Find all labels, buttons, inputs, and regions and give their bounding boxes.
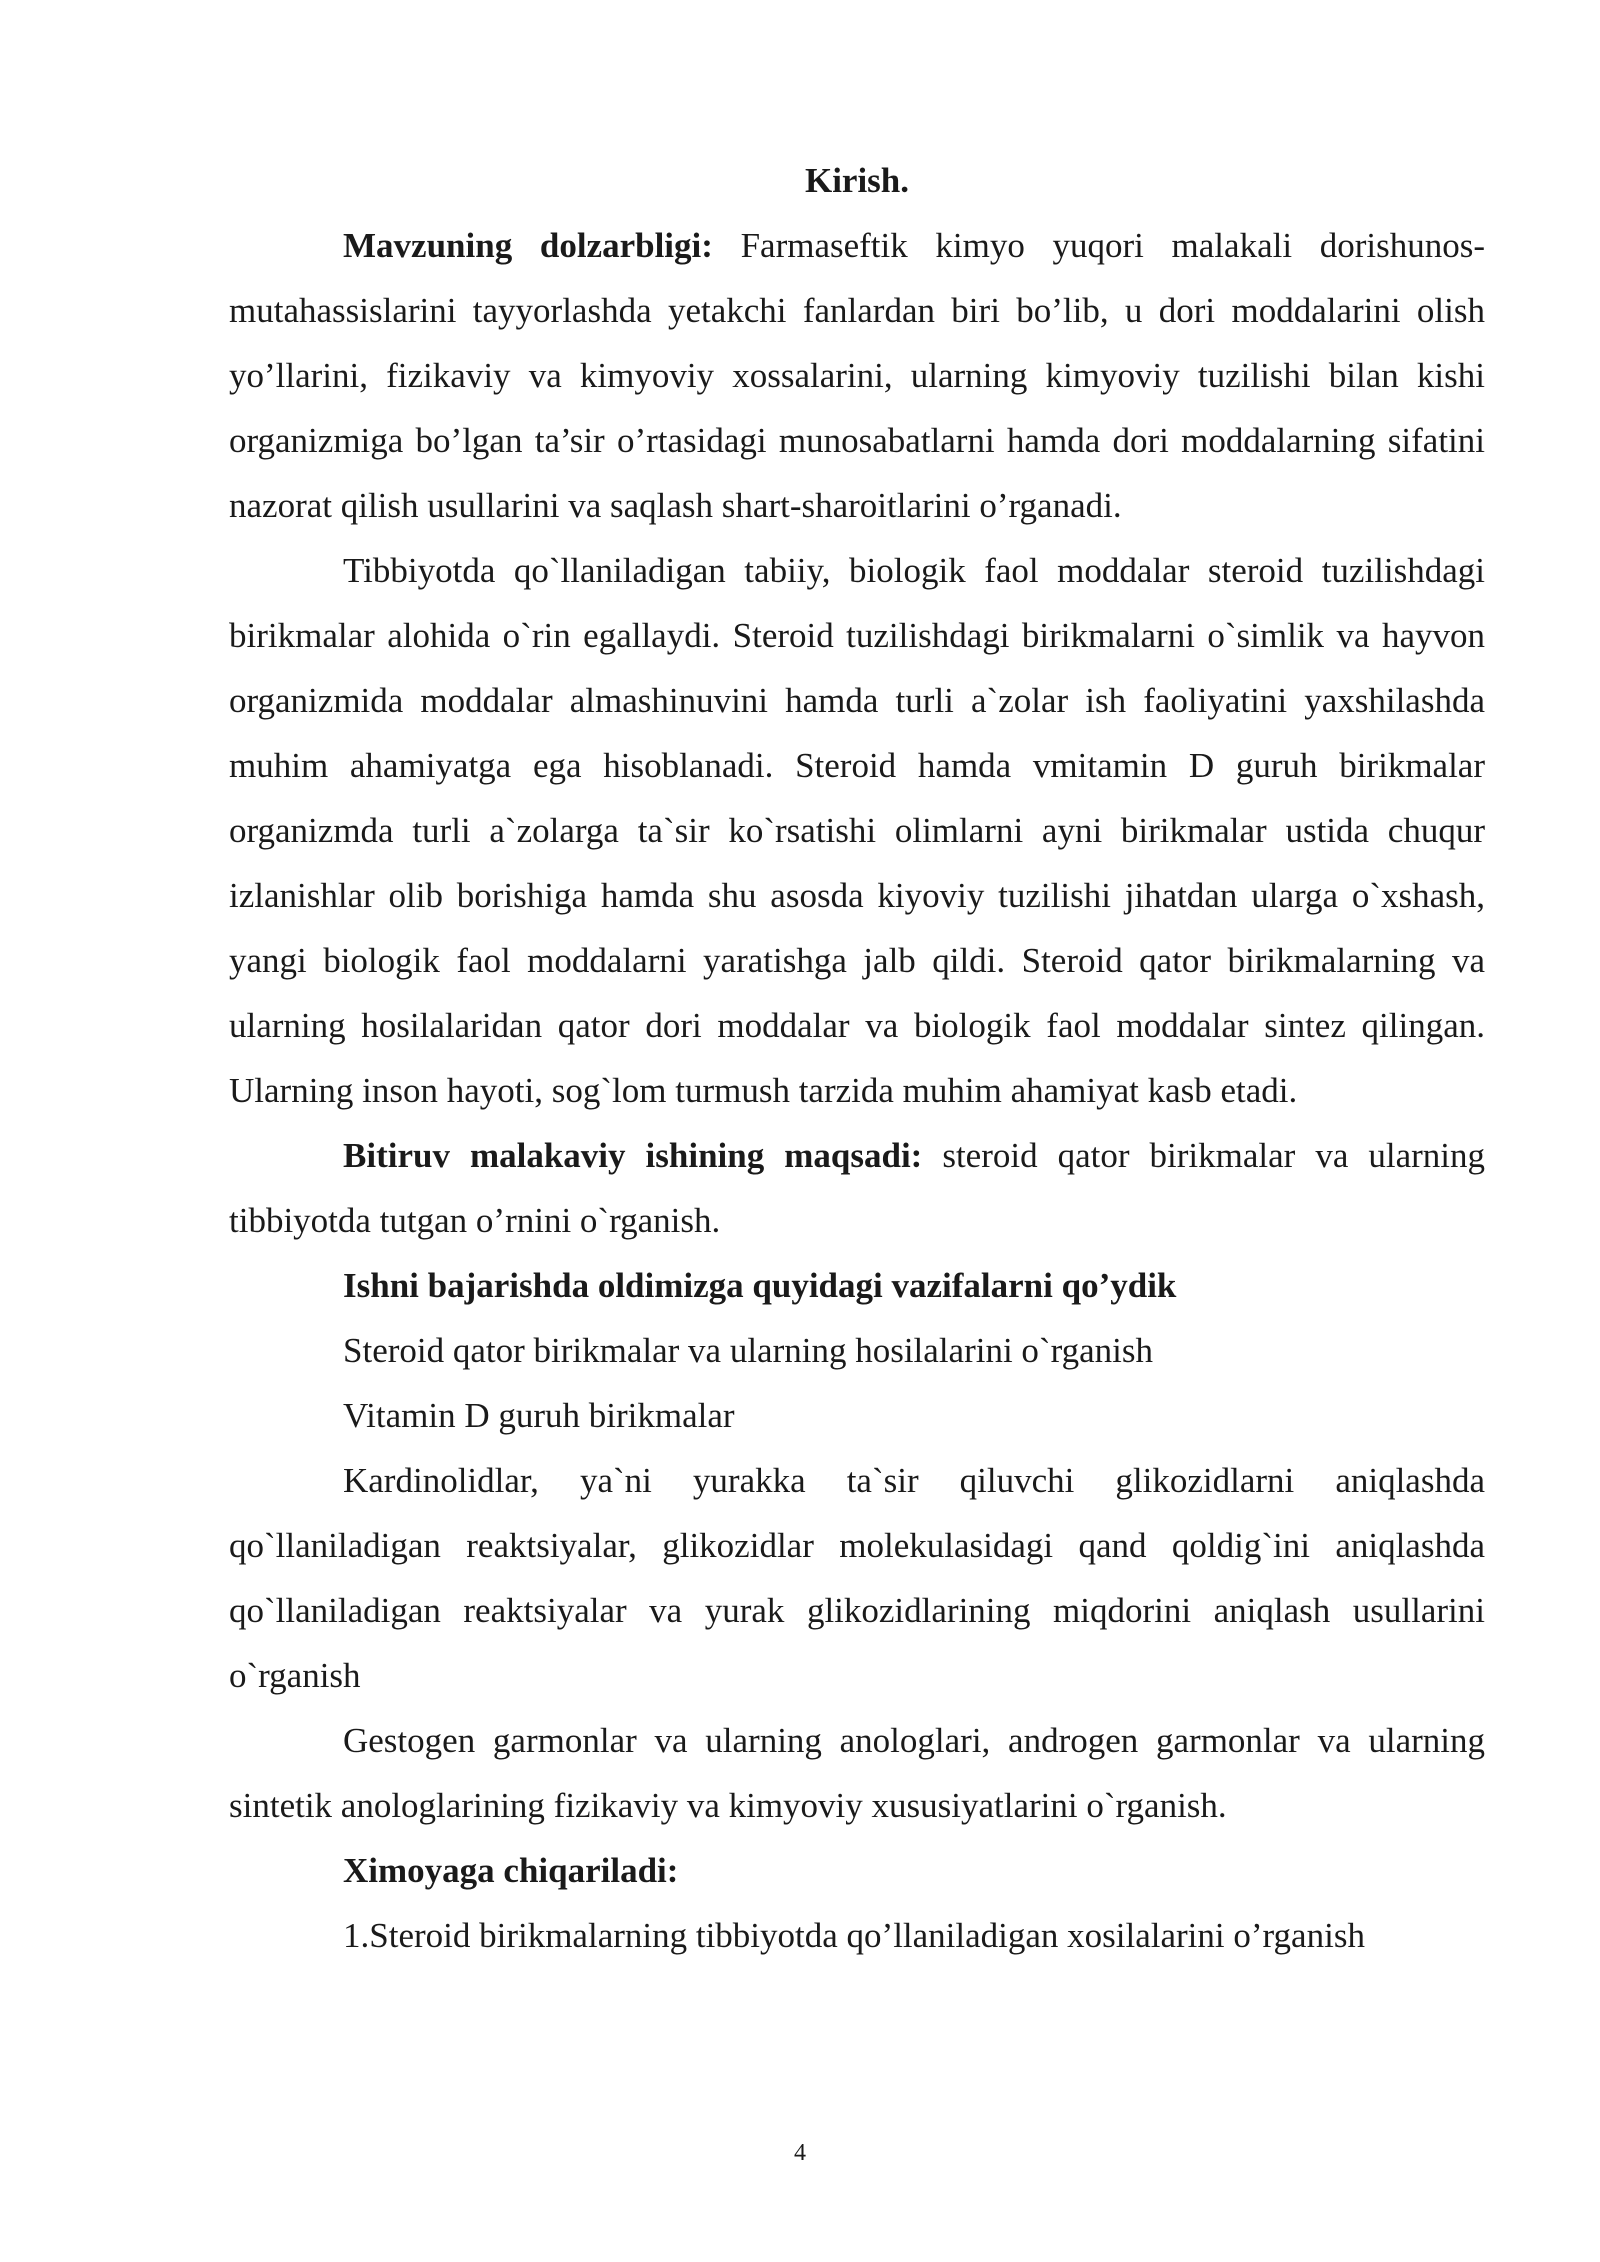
goal-label: Bitiruv malakaviy ishining maqsadi: [343,1136,923,1175]
task-item: Steroid qator birikmalar va ularning hosilalarini o`rganish [343,1331,1153,1370]
relevance-label: Mavzuning dolzarbligi: [343,226,713,265]
goal-text: steroid qator birikmalar va ularning tibbiyotda tutgan o’rnini o`rganish. [229,1136,1485,1240]
paragraph-cardenolides: Kardinolidlar, ya`ni yurakka ta`sir qiluvchi glikozidlarni aniqlashda qo`llaniladigan reaktsiyalar, glikozidlar molekulasidagi qand qoldig`ini aniqlashda qo`llaniladigan reaktsiyalar va yurak glikozidlarining miqdorini aniqlash usullarini o`rganish [229,1461,1485,1695]
section-title: Kirish. [804,161,910,200]
task-item: Vitamin D guruh birikmalar [343,1396,735,1435]
defense-heading: Ximoyaga chiqariladi: [343,1851,679,1890]
relevance-text: Farmaseftik kimyo yuqori malakali dorishunos-mutahassislarini tayyorlashda yetakchi fanlardan biri bo’lib, u dori moddalarini olish yo’llarini, fizikaviy va kimyoviy xossalarini, ularning kimyoviy tuzilishi bilan kishi organizmiga bo’lgan ta’sir o’rtasidagi munosabatlarni hamda dori moddalarning sifatini nazorat qilish usullarini va saqlash shart-sharoitlarini o’rganadi. [229,226,1485,525]
paragraph-steroids: Tibbiyotda qo`llaniladigan tabiiy, biologik faol moddalar steroid tuzilishdagi birikmalar alohida o`rin egallaydi. Steroid tuzilishdagi birikmalarni o`simlik va hayvon organizmida moddalar almashinuvini hamda turli a`zolar ish faoliyatini yaxshilashda muhim ahamiyatga ega hisoblanadi. Steroid hamda vmitamin D guruh birikmalar organizmda turli a`zolarga ta`sir ko`rsatishi olimlarni ayni birikmalar ustida chuqur izlanishlar olib borishiga hamda shu asosda kiyoviy tuzilishi jihatdan ularga o`xshash, yangi biologik faol moddalarni yaratishga jalb qildi. Steroid qator birikmalarning va ularning hosilalaridan qator dori moddalar va biologik faol moddalar sintez qilingan. Ularning inson hayoti, sog`lom turmush tarzida muhim ahamiyat kasb etadi. [229,551,1485,1110]
document-page [229,148,1485,1968]
paragraph-hormones: Gestogen garmonlar va ularning anologlari, androgen garmonlar va ularning sintetik anologlarining fizikaviy va kimyoviy xususiyatlarini o`rganish. [229,1721,1485,1825]
defense-item: 1.Steroid birikmalarning tibbiyotda qo’llaniladigan xosilalarini o’rganish [343,1916,1365,1955]
paragraph-relevance [229,213,1485,538]
page-number: 4 [794,2140,806,2166]
tasks-heading: Ishni bajarishda oldimizga quyidagi vazifalarni qo’ydik [343,1266,1177,1305]
paragraph-goal [229,1123,1485,1253]
